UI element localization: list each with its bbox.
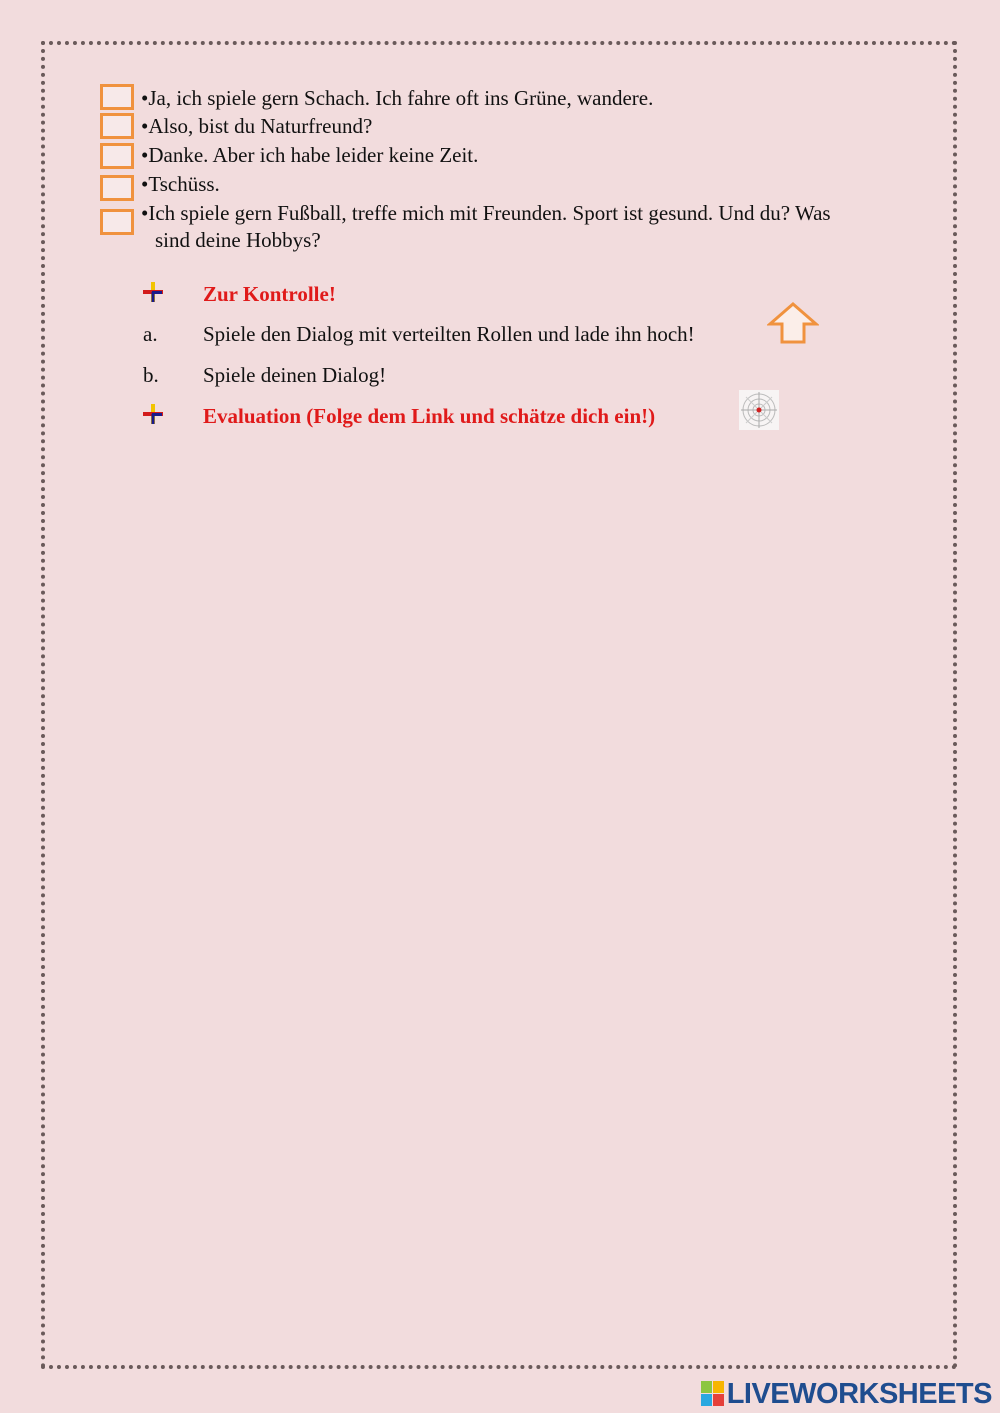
dialog-line-1: •Ja, ich spiele gern Schach. Ich fahre oft ins Grüne, wandere.: [141, 86, 654, 110]
answer-box-5[interactable]: [100, 209, 134, 235]
bullet: •: [141, 201, 149, 225]
plus-bullet-icon: [143, 282, 163, 302]
answer-box-4[interactable]: [100, 175, 134, 201]
task-a-text: Spiele den Dialog mit verteilten Rollen und lade ihn hoch!: [203, 322, 695, 346]
bullet: •: [141, 172, 149, 196]
task-b-marker: b.: [143, 363, 159, 387]
liveworksheets-logo: [701, 1379, 992, 1409]
dialog-line-5-cont: sind deine Hobbys?: [155, 228, 321, 252]
bullet: •: [141, 114, 149, 138]
plus-bullet-icon: [143, 404, 163, 424]
task-b-text: Spiele deinen Dialog!: [203, 363, 387, 387]
dialog-line-5: •Ich spiele gern Fußball, treffe mich mit Freunden. Sport ist gesund. Und du? Was: [141, 201, 831, 225]
bullet: •: [141, 86, 149, 110]
section-title-kontrolle: Zur Kontrolle!: [203, 282, 336, 306]
dialog-line-3: •Danke. Aber ich habe leider keine Zeit.: [141, 143, 479, 167]
answer-box-1[interactable]: [100, 84, 134, 110]
answer-box-2[interactable]: [100, 113, 134, 139]
upload-arrow-icon[interactable]: [767, 301, 819, 345]
answer-box-3[interactable]: [100, 143, 134, 169]
radar-chart-icon[interactable]: [739, 390, 779, 430]
dialog-line-2: •Also, bist du Naturfreund?: [141, 114, 373, 138]
bullet: •: [141, 143, 149, 167]
task-a-marker: a.: [143, 322, 158, 346]
dialog-line-4: •Tschüss.: [141, 172, 220, 196]
evaluation-link[interactable]: Evaluation (Folge dem Link und schätze dich ein!): [203, 404, 656, 428]
brand-name: LIVEWORKSHEETS: [726, 1377, 992, 1410]
live-badge-icon: [701, 1381, 725, 1407]
